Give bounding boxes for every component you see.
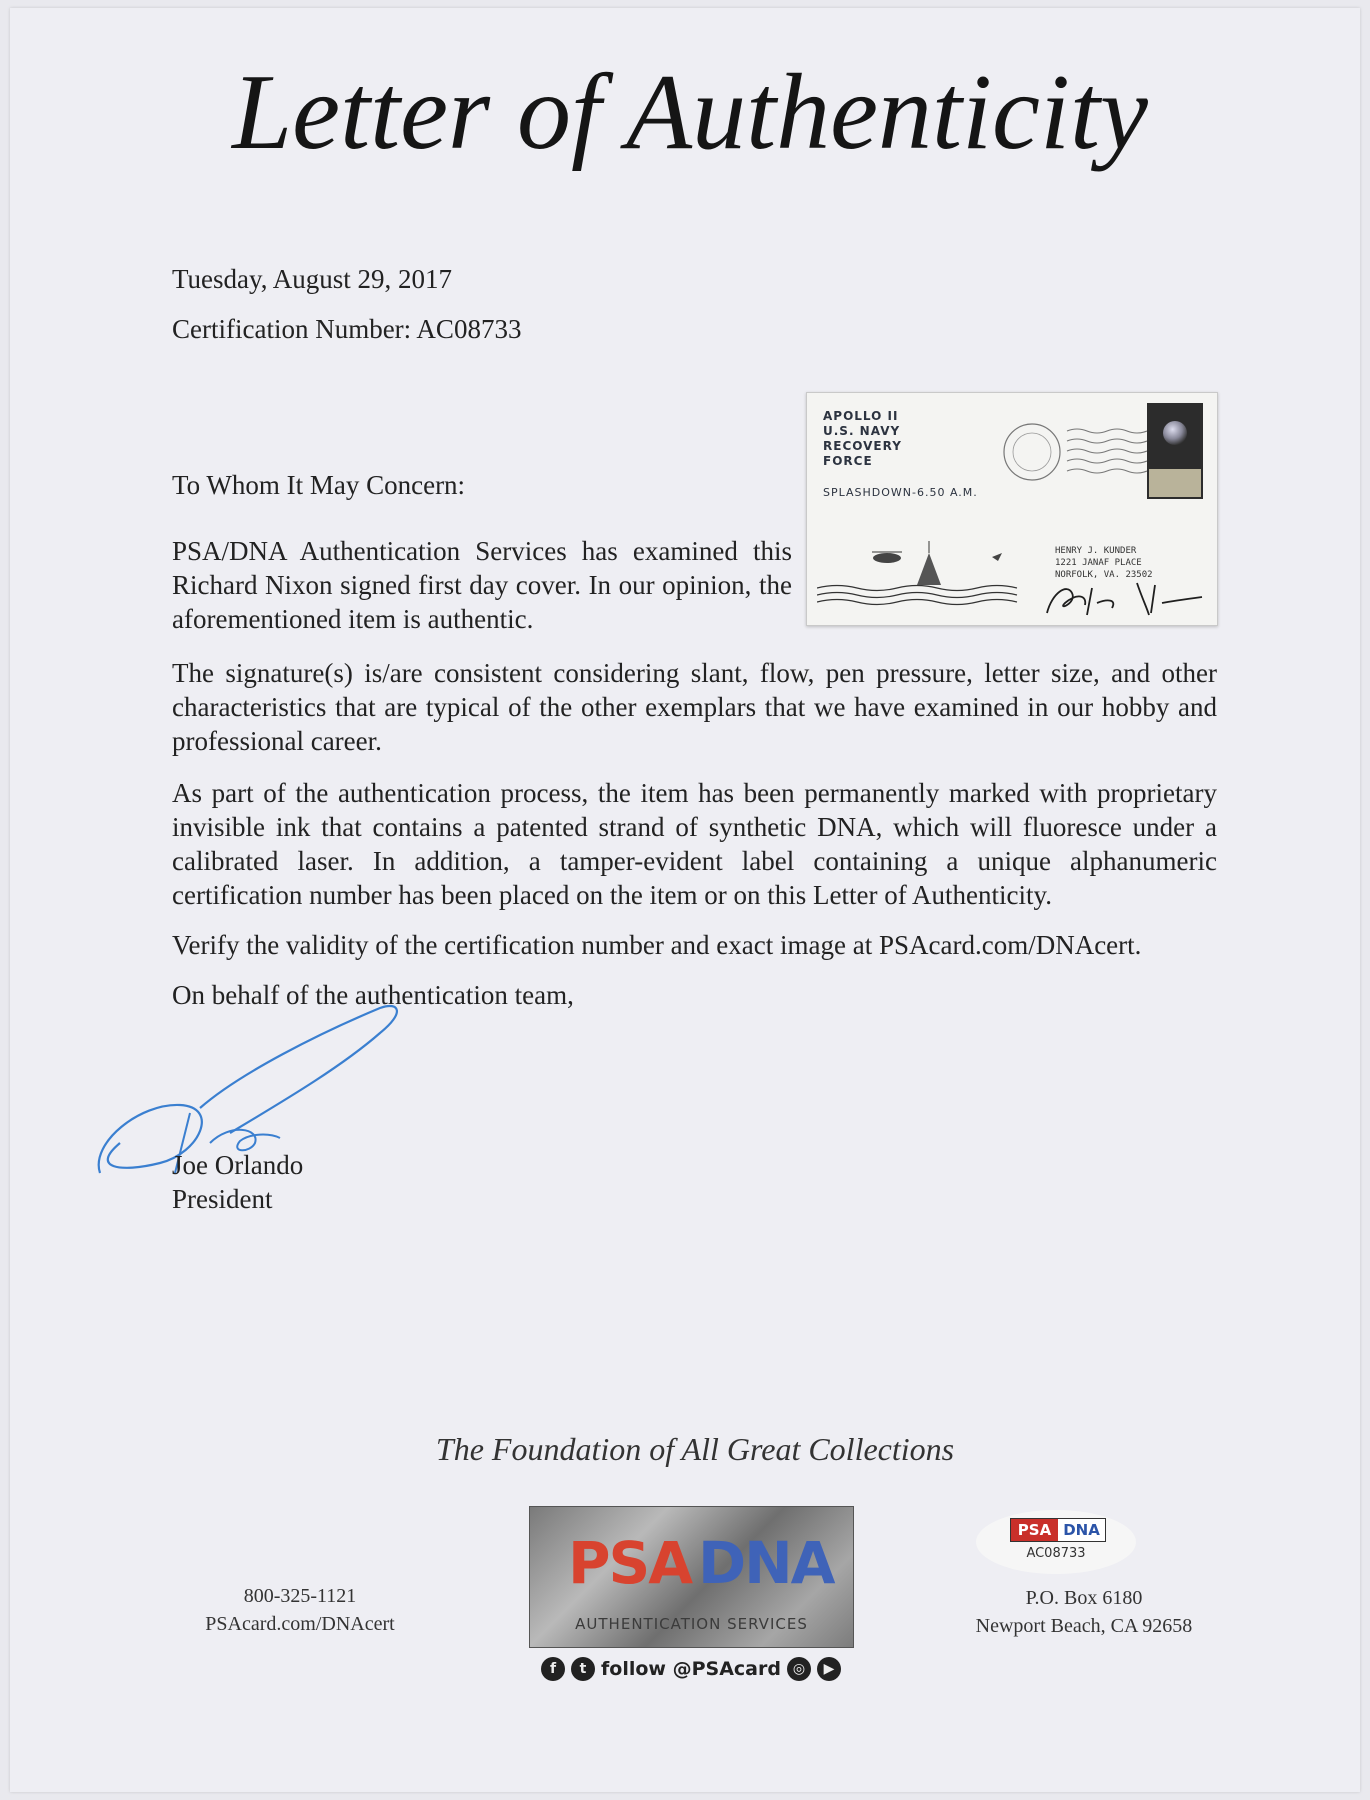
paragraph-examination: PSA/DNA Authentication Services has examined this Richard Nixon signed first day cover. In our opinion, the aforementioned item is authentic. bbox=[172, 536, 792, 634]
paragraph-process: As part of the authentication process, the item has been permanently marked with proprietary invisible ink that contains a patented strand of synthetic DNA, which will fluoresce under a calibrated laser. In addition, a tamper-evident label containing a unique alphanumeric certification number has been placed on the item or on this Letter of Authenticity. bbox=[172, 778, 1217, 910]
sticker-psa: PSA bbox=[1011, 1519, 1058, 1541]
psa-dna-hologram-logo bbox=[529, 1506, 854, 1648]
cover-line: U.S. NAVY bbox=[823, 424, 901, 438]
logo-psa: PSA bbox=[568, 1529, 692, 1597]
paragraph-signature: The signature(s) is/are consistent considering slant, flow, pen pressure, letter size, and other characteristics that are typical of the other exemplars that we have examined in our hobby and professional career. bbox=[172, 658, 1217, 756]
sticker-logo bbox=[1010, 1518, 1106, 1542]
letter-sheet bbox=[10, 8, 1360, 1792]
sticker-number: AC08733 bbox=[1026, 1546, 1086, 1561]
social-handle: follow @PSAcard bbox=[601, 1658, 781, 1680]
cover-line: FORCE bbox=[823, 454, 873, 468]
sticker-dna: DNA bbox=[1058, 1519, 1105, 1541]
city-address: Newport Beach, CA 92658 bbox=[975, 1615, 1193, 1637]
paragraph-verify: Verify the validity of the certification number and exact image at PSAcard.com/DNAcert. bbox=[172, 930, 1142, 960]
cover-line: RECOVERY bbox=[823, 439, 902, 453]
postmark-icon bbox=[997, 417, 1147, 487]
cover-cachet-text bbox=[823, 409, 902, 469]
closing-line: On behalf of the authentication team, bbox=[172, 980, 574, 1010]
signer-title: President bbox=[172, 1184, 273, 1214]
splashdown-sketch-icon bbox=[817, 533, 1037, 613]
contact-right bbox=[934, 1584, 1234, 1640]
contact-left bbox=[180, 1582, 420, 1638]
salutation: To Whom It May Concern: bbox=[172, 470, 466, 500]
facebook-icon: f bbox=[541, 1657, 565, 1681]
address-line: 1221 JANAF PLACE bbox=[1055, 558, 1142, 568]
address-line: HENRY J. KUNDER bbox=[1055, 546, 1137, 556]
cover-line: APOLLO II bbox=[823, 409, 899, 423]
website-link: PSAcard.com/DNAcert bbox=[205, 1613, 395, 1635]
cover-splashdown: SPLASHDOWN-6.50 A.M. bbox=[823, 486, 978, 499]
certification-number: Certification Number: AC08733 bbox=[172, 314, 522, 344]
signer-name: Joe Orlando bbox=[172, 1150, 304, 1180]
social-follow bbox=[530, 1654, 852, 1684]
twitter-icon: t bbox=[571, 1657, 595, 1681]
youtube-icon: ▶ bbox=[817, 1657, 841, 1681]
postage-stamp-icon bbox=[1147, 403, 1203, 499]
phone-number: 800-325-1121 bbox=[243, 1585, 357, 1607]
certification-sticker bbox=[976, 1510, 1136, 1574]
address-line: NORFOLK, VA. 23502 bbox=[1055, 570, 1153, 580]
po-box: P.O. Box 6180 bbox=[1025, 1587, 1143, 1609]
nixon-signature-icon bbox=[1037, 573, 1207, 623]
logo-dna: DNA bbox=[698, 1529, 834, 1597]
footer-tagline: The Foundation of All Great Collections bbox=[435, 1431, 955, 1467]
instagram-icon: ◎ bbox=[787, 1657, 811, 1681]
title-text: Letter of Authenticity bbox=[232, 53, 1148, 172]
first-day-cover-image bbox=[806, 392, 1218, 626]
logo-subtitle: AUTHENTICATION SERVICES bbox=[575, 1615, 808, 1633]
letter-date: Tuesday, August 29, 2017 bbox=[172, 264, 453, 294]
letter-title bbox=[160, 38, 1220, 198]
